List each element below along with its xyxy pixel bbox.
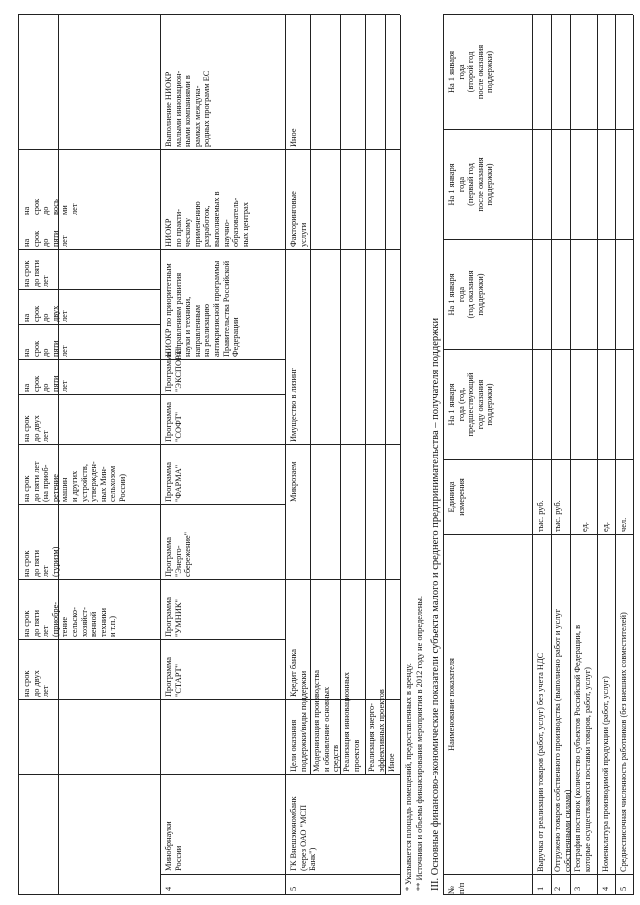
row4-program-export: Программа "ЭКСПОРТ" — [164, 346, 183, 392]
table-row-number: 1 — [536, 886, 545, 891]
row4-niokr-eu: Выполнение НИОКР малыми инновацион- ными компаниями в рамках междуна- родных программ ЕС — [164, 70, 212, 147]
header-cell-10: на срок до двух лет — [22, 305, 70, 322]
row5-goals-title: Цели оказания поддержки/виды поддержки — [289, 670, 308, 772]
col-header-unit: Единица измерения — [447, 478, 466, 516]
footnote: * Указывается площадь помещений, предоставленных в аренду. — [404, 663, 413, 891]
row5-goal: Реализация инновационных проектов — [342, 672, 361, 772]
header-cell-13: на срок до вось ми лет — [22, 198, 79, 215]
row5-credit: Кредит банка — [289, 649, 298, 697]
footnote: ** Источники и объемы финансирования мероприятия в 2012 году не определены. — [415, 595, 424, 891]
row5-leasing: Имущество в лизинг — [289, 368, 298, 442]
row4-org: Минобрнауки России — [164, 821, 183, 871]
header-cell-11: на срок до пяти лет — [22, 259, 51, 287]
table-row-number: 4 — [601, 886, 610, 891]
table-row-unit: тыс. руб. — [553, 500, 562, 532]
header-cell-4: на срок до пяти лет (приобре- тение сельско- хозяйст- венной техники и т.п.) — [22, 601, 118, 637]
col-header-number: № п/п — [447, 882, 466, 894]
row4-niokr-practical: НИОКР по практи- ческому применению разработок, выполняемых в научно- образователь- ных центрах — [164, 191, 250, 247]
row4-program-energy: Программа "Энерго- сбережение" — [164, 531, 193, 577]
header-cell-9: на срок до пяти лет — [22, 340, 70, 357]
table-row-unit: ед. — [601, 522, 610, 532]
header-cell-3: на срок до двух лет — [22, 670, 51, 697]
col-header-year-before: На 1 января года (год, предшествующий году оказания поддержки) — [447, 372, 495, 437]
table-row-unit: тыс. руб. — [536, 500, 545, 532]
header-cell-7: на срок до двух лет — [22, 415, 51, 442]
header-cell-6: на срок до пяти лет (на приоб- ретение машин и других устройств, утвержден- ных Мин- сельхозом России) — [22, 461, 127, 502]
table-row-unit: ед. — [580, 522, 589, 532]
row5-microloan: Микрозаем — [289, 461, 298, 502]
col-header-year-after-1: На 1 января года (первый год после оказания поддержки) — [447, 157, 495, 212]
header-cell-5: на срок до пяти лет (туризм) — [22, 546, 60, 577]
table-row-name: Выручка от реализации товаров (работ, услуг) без учета НДС — [536, 652, 545, 872]
row4-program-pharma: Программа "ФАРМА" — [164, 461, 183, 502]
row5-goal: Иное — [387, 753, 396, 772]
row5-factoring: Факторинговые услуги — [289, 191, 308, 247]
row5-org: ГК Внешэкономбанк (через ОАО "МСП Банк") — [289, 796, 318, 871]
row4-program-soft: Программа "СОФТ" — [164, 401, 183, 442]
table-row-number: 2 — [553, 886, 562, 891]
header-cell-12: на срок до пяти лет — [22, 230, 70, 247]
row4-number: 4 — [164, 886, 173, 891]
row5-number: 5 — [289, 886, 298, 891]
row5-goal: Реализация энерго- эффективных проектов — [367, 689, 386, 772]
header-cell-8: на срок до пяти лет — [22, 375, 70, 392]
col-header-year-support: На 1 января года (год оказания поддержки) — [447, 270, 485, 319]
table-row-name: Отгружено товаров собственного производства (выполнено работ и услуг собственными силами) — [553, 608, 572, 872]
col-header-year-after-2: На 1 января года (второй год после оказания поддержки) — [447, 44, 495, 100]
table-row-number: 3 — [573, 886, 582, 891]
row5-goal: Модернизация производства и обновление основных средств — [312, 670, 341, 772]
row4-program-start: Программа "СТАРТ" — [164, 656, 183, 697]
table-row-name: Номенклатура производимой продукции (работ, услуг) — [601, 676, 610, 872]
row4-program-umnik: Программа "УМНИК" — [164, 596, 183, 637]
table-row-name: География поставок (количество субъектов Российской Федерации, в которые осуществляются поставки товаров, работ, услуг) — [573, 624, 592, 872]
row5-other: Иное — [289, 128, 298, 147]
col-header-name: Наименование показателя — [447, 658, 456, 751]
section-title: III. Основные финансово-экономические показатели субъекта малого и среднего предпринимательства – получателя поддержки — [430, 317, 441, 891]
table-row-name: Среднесписочная численность работников (без внешних совместителей) — [619, 612, 628, 872]
table-row-unit: чел. — [619, 517, 628, 532]
row4-niokr-priority: НИОКР по приоритетным направлениям развития науки и техники, направленным на реализацию антикризисной программы Правительства Российской Федерации — [164, 260, 241, 357]
table-row-number: 5 — [619, 886, 628, 891]
